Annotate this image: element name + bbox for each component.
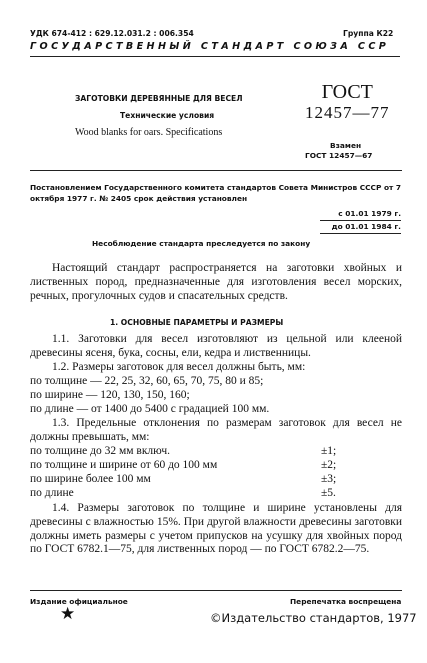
paragraph-1-4: 1.4. Размеры заготовок по толщине и ширине установлены для древесины с влажностью 15%. При другой влажности древесины заготовки должны иметь размеры с учетом припусков на усушку для хвойных пород по ГОСТ 6782.1—75, для лиственных пород — по ГОСТ 6782.2—75. [30,502,402,556]
tolerance-label: по длине [30,487,74,499]
validity-dates [320,208,401,234]
tolerance-row [30,473,360,487]
size-thickness: по толщине — 22, 25, 32, 60, 65, 70, 75, 80 и 85; [30,375,264,387]
valid-from: с 01.01 1979 г. [320,208,401,221]
tolerance-value: ±3; [321,473,337,485]
gost-designation [305,81,390,123]
document-title: ЗАГОТОВКИ ДЕРЕВЯННЫЕ ДЛЯ ВЕСЕЛ [75,94,243,103]
tolerance-value: ±5. [321,487,336,499]
header-rule [30,56,400,57]
official-edition-label: Издание официальное [30,597,128,606]
instead-label: Взамен [330,141,362,150]
size-width: по ширине — 120, 130, 150, 160; [30,389,190,401]
paragraph-1-3: 1.3. Предельные отклонения по размерам заготовок для весел не должны превышать, мм: [30,417,402,443]
title-rule [30,170,402,171]
publisher-copyright: ©Издательство стандартов, 1977 [210,611,417,625]
udc-code: УДК 674-412 : 629.12.031.2 : 006.354 [30,29,194,38]
tolerance-value: ±1; [321,445,337,457]
tolerance-row [30,459,360,473]
intro-paragraph: Настоящий стандарт распространяется на заготовки хвойных и лиственных пород, предназначенные для изготовления весел морских, речных, прогулочных судов и спасательных средств. [30,262,402,302]
tolerance-label: по толщине и ширине от 60 до 100 мм [30,459,218,471]
replaced-standard: ГОСТ 12457—67 [305,151,373,160]
size-length: по длине — от 1400 до 5400 с градацией 100 мм. [30,403,270,415]
tolerance-label: по ширине более 100 мм [30,473,151,485]
state-standard-banner: ГОСУДАРСТВЕННЫЙ СТАНДАРТ СОЮЗА ССР [30,41,390,52]
star-icon: ★ [60,604,76,624]
footer-rule [30,590,402,591]
reprint-prohibited-label: Перепечатка воспрещена [290,597,402,606]
section-heading: 1. ОСНОВНЫЕ ПАРАМЕТРЫ И РАЗМЕРЫ [110,318,284,327]
english-title: Wood blanks for oars. Specifications [75,127,223,138]
tolerance-value: ±2; [321,459,337,471]
group-code: Группа К22 [343,29,394,38]
gost-label: ГОСТ [321,81,373,103]
decree-text: Постановлением Государственного комитета стандартов Совета Министров СССР от 7 октября 1977 г. № 2405 срок действия установлен [30,183,402,203]
violation-notice: Несоблюдение стандарта преследуется по закону [92,239,311,248]
document-subtitle: Технические условия [120,111,215,120]
valid-to: до 01.01 1984 г. [320,221,401,234]
paragraph-1-1: 1.1. Заготовки для весел изготовляют из цельной или клееной древесины ясеня, бука, сосны, ели, кедра и лиственницы. [30,333,402,359]
tolerance-row [30,445,360,459]
tolerance-row [30,487,360,501]
gost-number: 12457—77 [305,103,390,122]
tolerance-label: по толщине до 32 мм включ. [30,445,170,457]
paragraph-1-2: 1.2. Размеры заготовок для весел должны быть, мм: [52,361,306,373]
